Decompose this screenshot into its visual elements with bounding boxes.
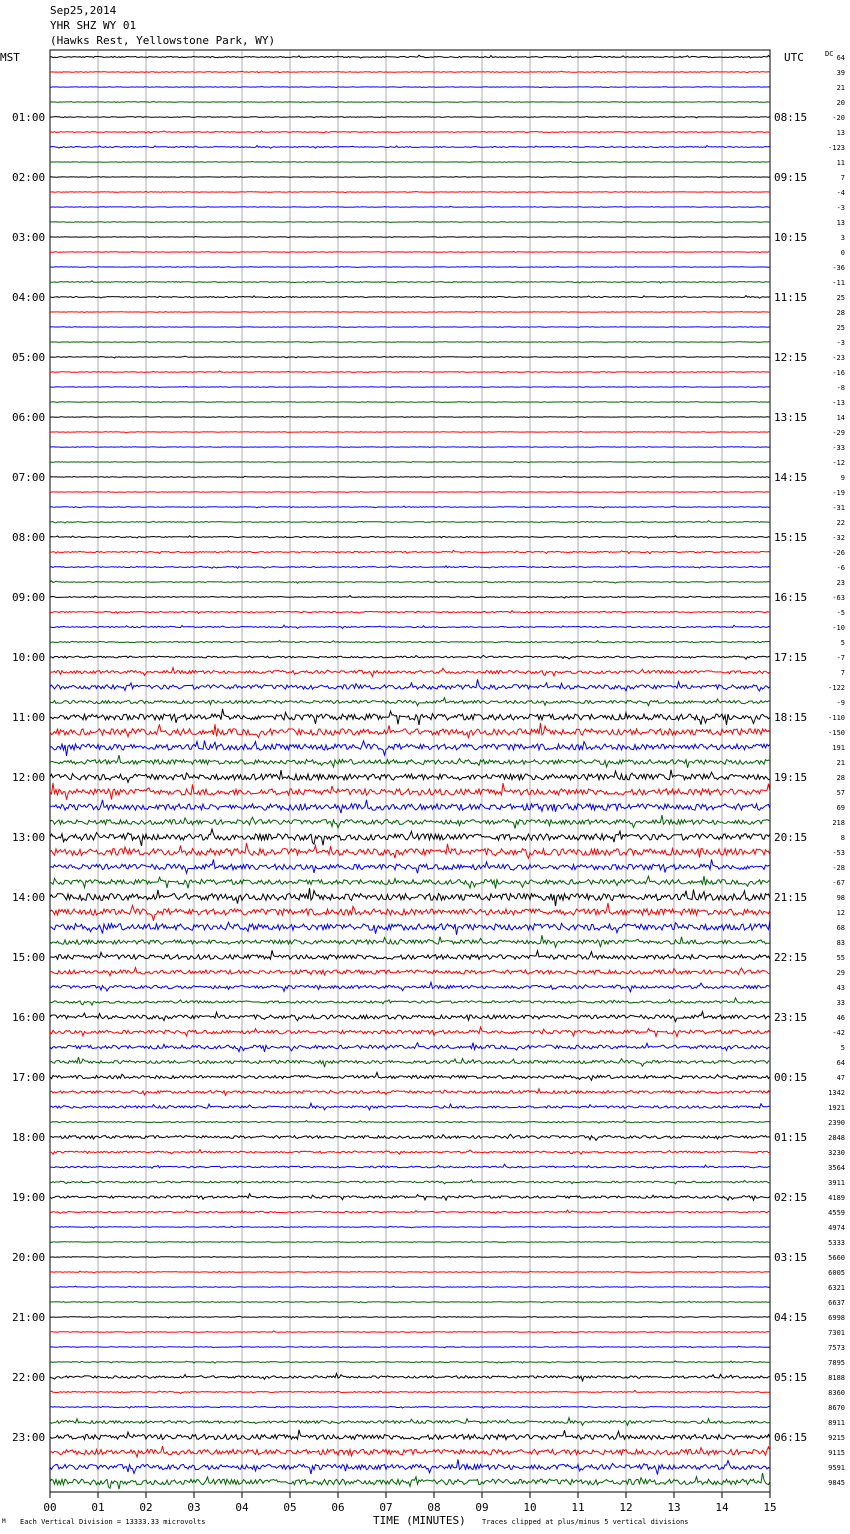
dc-offset-label: 3564 <box>828 1164 845 1172</box>
trace-line <box>50 1241 770 1243</box>
station-location: (Hawks Rest, Yellowstone Park, WY) <box>50 34 276 47</box>
dc-offset-label: 22 <box>836 519 845 527</box>
trace-line <box>50 296 770 299</box>
dc-offset-label: 55 <box>836 954 845 962</box>
dc-offset-label: 33 <box>836 999 845 1007</box>
x-tick-label: 15 <box>763 1501 777 1514</box>
right-time-label: 13:15 <box>774 411 808 424</box>
trace-line <box>50 783 770 800</box>
trace-line <box>50 566 770 569</box>
trace-line <box>50 1459 770 1474</box>
dc-offset-label: -20 <box>832 114 845 122</box>
dc-offset-label: 9 <box>840 474 845 482</box>
left-time-label: 14:00 <box>12 891 46 904</box>
x-tick-label: 11 <box>571 1501 585 1514</box>
trace-line <box>50 1331 770 1333</box>
trace-line <box>50 698 770 706</box>
dc-offset-label: 29 <box>836 969 845 977</box>
dc-offset-label: 6005 <box>828 1269 845 1277</box>
trace-line <box>50 815 770 829</box>
dc-offset-label: -53 <box>832 849 845 857</box>
trace-line <box>50 679 770 691</box>
trace-line <box>50 1057 770 1067</box>
left-time-label: 16:00 <box>12 1011 46 1024</box>
dc-offset-label: -29 <box>832 429 845 437</box>
trace-line <box>50 611 770 614</box>
right-time-label: 23:15 <box>774 1011 808 1024</box>
right-time-label: 20:15 <box>774 831 808 844</box>
dc-offset-label: -63 <box>832 594 845 602</box>
trace-line <box>50 741 770 757</box>
trace-line <box>50 1120 770 1123</box>
trace-line <box>50 267 770 268</box>
dc-offset-label: 3911 <box>828 1179 845 1187</box>
right-time-label: 22:15 <box>774 951 808 964</box>
left-time-label: 03:00 <box>12 231 46 244</box>
dc-offset-label: 4189 <box>828 1194 845 1202</box>
dc-offset-label: -32 <box>832 534 845 542</box>
right-time-label: 18:15 <box>774 711 808 724</box>
trace-line <box>50 206 770 207</box>
dc-offset-label: -123 <box>828 144 845 152</box>
trace-group <box>50 55 770 1489</box>
dc-offset-label: -67 <box>832 879 845 887</box>
x-tick-label: 01 <box>91 1501 105 1514</box>
trace-line <box>50 800 770 813</box>
dc-offset-label: 8360 <box>828 1389 845 1397</box>
trace-line <box>50 581 770 584</box>
dc-offset-label: 25 <box>836 324 845 332</box>
dc-offset-label: 7573 <box>828 1344 845 1352</box>
trace-line <box>50 521 770 523</box>
right-axis-title: UTC <box>784 51 804 64</box>
dc-offset-label: -3 <box>836 204 845 212</box>
trace-line <box>50 755 770 768</box>
trace-line <box>50 102 770 103</box>
trace-line <box>50 1286 770 1287</box>
trace-line <box>50 935 770 947</box>
trace-line <box>50 116 770 118</box>
dc-offset-label: 1921 <box>828 1104 845 1112</box>
dc-offset-label: 46 <box>836 1014 845 1022</box>
dc-offset-label: 83 <box>836 939 845 947</box>
dc-offset-label: -31 <box>832 504 845 512</box>
dc-offset-label: -6 <box>836 564 845 572</box>
dc-offset-label: 4974 <box>828 1224 845 1232</box>
dc-offset-label: 191 <box>832 744 845 752</box>
left-time-label: 15:00 <box>12 951 46 964</box>
dc-offset-label: -150 <box>828 729 845 737</box>
x-tick-label: 03 <box>187 1501 201 1514</box>
plot-frame <box>50 50 770 1492</box>
right-time-label: 00:15 <box>774 1071 808 1084</box>
trace-line <box>50 1301 770 1303</box>
trace-line <box>50 506 770 508</box>
x-tick-label: 05 <box>283 1501 297 1514</box>
dc-offset-label: 9115 <box>828 1449 845 1457</box>
dc-offset-label: 8670 <box>828 1404 845 1412</box>
left-time-label: 01:00 <box>12 111 46 124</box>
dc-offset-label: 64 <box>836 1059 845 1067</box>
trace-line <box>50 162 770 163</box>
x-tick-label: 04 <box>235 1501 249 1514</box>
right-time-label: 05:15 <box>774 1371 808 1384</box>
trace-line <box>50 1150 770 1155</box>
trace-line <box>50 311 770 312</box>
trace-line <box>50 1226 770 1228</box>
trace-line <box>50 1103 770 1110</box>
trace-line <box>50 709 770 725</box>
left-time-label: 02:00 <box>12 171 46 184</box>
trace-line <box>50 402 770 403</box>
trace-line <box>50 1012 770 1022</box>
trace-line <box>50 131 770 133</box>
dc-offset-label: 23 <box>836 579 845 587</box>
x-tick-label: 09 <box>475 1501 489 1514</box>
trace-line <box>50 191 770 192</box>
dc-offset-label: 69 <box>836 804 845 812</box>
dc-offset-label: 21 <box>836 84 845 92</box>
trace-line <box>50 770 770 783</box>
right-time-label: 10:15 <box>774 231 808 244</box>
dc-offset-label: -19 <box>832 489 845 497</box>
dc-offset-label: 5 <box>840 639 845 647</box>
dc-offset-label: 218 <box>832 819 845 827</box>
clip-note: Traces clipped at plus/minus 5 vertical divisions <box>482 1518 689 1526</box>
dc-offset-label: -11 <box>832 279 845 287</box>
left-time-label: 22:00 <box>12 1371 46 1384</box>
trace-line <box>50 1027 770 1037</box>
dc-offset-label: 7301 <box>828 1329 845 1337</box>
trace-line <box>50 222 770 223</box>
dc-offset-label: 9591 <box>828 1464 845 1472</box>
dc-offset-label: 7 <box>840 669 845 677</box>
dc-offset-label: -23 <box>832 354 845 362</box>
right-time-label: 21:15 <box>774 891 808 904</box>
x-axis-label: TIME (MINUTES) <box>373 1514 466 1527</box>
left-time-label: 11:00 <box>12 711 46 724</box>
trace-line <box>50 476 770 477</box>
dc-offset-label: 1342 <box>828 1089 845 1097</box>
trace-line <box>50 876 770 888</box>
left-time-label: 13:00 <box>12 831 46 844</box>
dc-offset-label: -12 <box>832 459 845 467</box>
trace-line <box>50 625 770 628</box>
trace-line <box>50 1446 770 1457</box>
dc-offset-label: -7 <box>836 654 845 662</box>
dc-offset-label: -10 <box>832 624 845 632</box>
dc-offset-label: 14 <box>836 414 845 422</box>
trace-line <box>50 461 770 462</box>
right-time-label: 08:15 <box>774 111 808 124</box>
left-time-label: 06:00 <box>12 411 46 424</box>
right-time-label: 03:15 <box>774 1251 808 1264</box>
x-tick-label: 10 <box>523 1501 537 1514</box>
right-time-label: 16:15 <box>774 591 808 604</box>
trace-line <box>50 327 770 328</box>
right-time-label: 02:15 <box>774 1191 808 1204</box>
dc-offset-label: 11 <box>836 159 845 167</box>
dc-offset-label: -33 <box>832 444 845 452</box>
dc-label: DC <box>825 50 834 58</box>
trace-line <box>50 177 770 178</box>
right-time-label: 17:15 <box>774 651 808 664</box>
trace-line <box>50 1361 770 1363</box>
x-tick-label: 06 <box>331 1501 345 1514</box>
dc-offset-label: 5333 <box>828 1239 845 1247</box>
trace-line <box>50 829 770 846</box>
dc-offset-label: 28 <box>836 774 845 782</box>
trace-line <box>50 237 770 238</box>
dc-offset-label: 8188 <box>828 1374 845 1382</box>
trace-line <box>50 1418 770 1426</box>
left-time-label: 12:00 <box>12 771 46 784</box>
trace-line <box>50 920 770 935</box>
dc-offset-label: 6637 <box>828 1299 845 1307</box>
station-code: YHR SHZ WY 01 <box>50 19 137 32</box>
dc-offset-label: 8911 <box>828 1419 845 1427</box>
dc-offset-label: -42 <box>832 1029 845 1037</box>
dc-offset-label: -8 <box>836 384 845 392</box>
trace-line <box>50 447 770 448</box>
trace-line <box>50 968 770 976</box>
dc-offset-label: 5660 <box>828 1254 845 1262</box>
trace-line <box>50 387 770 388</box>
trace-line <box>50 723 770 738</box>
dc-offset-label: 8 <box>840 834 845 842</box>
trace-line <box>50 843 770 858</box>
trace-line <box>50 1473 770 1489</box>
trace-line <box>50 492 770 493</box>
x-tick-label: 08 <box>427 1501 441 1514</box>
dc-offset-label: -36 <box>832 264 845 272</box>
left-time-label: 04:00 <box>12 291 46 304</box>
footer-mark: M <box>2 1518 6 1525</box>
right-time-label: 15:15 <box>774 531 808 544</box>
right-time-label: 04:15 <box>774 1311 808 1324</box>
left-time-label: 19:00 <box>12 1191 46 1204</box>
dc-offset-label: 3 <box>840 234 845 242</box>
left-time-label: 23:00 <box>12 1431 46 1444</box>
trace-line <box>50 251 770 252</box>
trace-line <box>50 655 770 659</box>
dc-offset-label: 5 <box>840 1044 845 1052</box>
left-time-label: 18:00 <box>12 1131 46 1144</box>
trace-line <box>50 596 770 598</box>
dc-offset-label: 2390 <box>828 1119 845 1127</box>
trace-line <box>50 87 770 88</box>
dc-offset-label: -122 <box>828 684 845 692</box>
dc-offset-labels <box>828 54 845 1487</box>
trace-line <box>50 550 770 553</box>
plot-date: Sep25,2014 <box>50 4 117 17</box>
trace-line <box>50 1430 770 1440</box>
trace-line <box>50 1391 770 1394</box>
dc-offset-label: -5 <box>836 609 845 617</box>
trace-line <box>50 71 770 73</box>
dc-offset-label: 13 <box>836 129 845 137</box>
dc-offset-label: 57 <box>836 789 845 797</box>
trace-line <box>50 982 770 991</box>
right-time-label: 06:15 <box>774 1431 808 1444</box>
dc-offset-label: 0 <box>840 249 845 257</box>
dc-offset-label: 39 <box>836 69 845 77</box>
x-tick-label: 07 <box>379 1501 393 1514</box>
trace-line <box>50 281 770 283</box>
trace-line <box>50 1180 770 1184</box>
right-time-label: 19:15 <box>774 771 808 784</box>
dc-offset-label: -3 <box>836 339 845 347</box>
dc-offset-label: 7 <box>840 174 845 182</box>
trace-line <box>50 431 770 432</box>
trace-line <box>50 341 770 342</box>
x-axis <box>43 1492 776 1514</box>
trace-line <box>50 1043 770 1052</box>
dc-offset-label: 3230 <box>828 1149 845 1157</box>
trace-line <box>50 1373 770 1381</box>
x-tick-label: 12 <box>619 1501 633 1514</box>
trace-line <box>50 859 770 873</box>
dc-offset-label: 7895 <box>828 1359 845 1367</box>
dc-offset-label: 64 <box>836 54 845 62</box>
dc-offset-label: 9215 <box>828 1434 845 1442</box>
trace-line <box>50 1210 770 1213</box>
dc-offset-label: 6321 <box>828 1284 845 1292</box>
trace-line <box>50 146 770 149</box>
dc-offset-label: -13 <box>832 399 845 407</box>
left-time-label: 10:00 <box>12 651 46 664</box>
x-tick-label: 14 <box>715 1501 729 1514</box>
minute-gridlines <box>98 50 722 1492</box>
right-time-label: 12:15 <box>774 351 808 364</box>
dc-offset-label: -4 <box>836 189 845 197</box>
trace-line <box>50 356 770 358</box>
dc-offset-label: -26 <box>832 549 845 557</box>
trace-line <box>50 888 770 906</box>
left-time-label: 21:00 <box>12 1311 46 1324</box>
trace-line <box>50 903 770 921</box>
left-time-label: 07:00 <box>12 471 46 484</box>
trace-line <box>50 1072 770 1080</box>
left-axis-title: MST <box>0 51 20 64</box>
trace-line <box>50 640 770 643</box>
left-time-label: 09:00 <box>12 591 46 604</box>
x-tick-label: 00 <box>43 1501 57 1514</box>
right-time-label: 09:15 <box>774 171 808 184</box>
dc-offset-label: -110 <box>828 714 845 722</box>
trace-line <box>50 668 770 677</box>
trace-line <box>50 1346 770 1348</box>
trace-line <box>50 1316 770 1318</box>
dc-offset-label: 21 <box>836 759 845 767</box>
trace-line <box>50 1256 770 1257</box>
trace-line <box>50 536 770 538</box>
trace-line <box>50 1194 770 1200</box>
dc-offset-label: -16 <box>832 369 845 377</box>
right-time-label: 14:15 <box>774 471 808 484</box>
left-time-label: 05:00 <box>12 351 46 364</box>
trace-line <box>50 55 770 58</box>
trace-line <box>50 998 770 1005</box>
dc-offset-label: 47 <box>836 1074 845 1082</box>
trace-line <box>50 950 770 959</box>
dc-offset-label: 28 <box>836 309 845 317</box>
trace-line <box>50 1164 770 1168</box>
dc-offset-label: -28 <box>832 864 845 872</box>
left-time-label: 08:00 <box>12 531 46 544</box>
scale-note: Each Vertical Division = 13333.33 microvolts <box>20 1518 206 1526</box>
dc-offset-label: 2848 <box>828 1134 845 1142</box>
trace-line <box>50 1134 770 1140</box>
dc-offset-label: 9845 <box>828 1479 845 1487</box>
trace-line <box>50 1271 770 1273</box>
right-time-label: 11:15 <box>774 291 808 304</box>
dc-offset-label: 98 <box>836 894 845 902</box>
dc-offset-label: 20 <box>836 99 845 107</box>
dc-offset-label: 4559 <box>828 1209 845 1217</box>
left-time-label: 20:00 <box>12 1251 46 1264</box>
trace-line <box>50 416 770 417</box>
left-time-label: 17:00 <box>12 1071 46 1084</box>
trace-line <box>50 1089 770 1096</box>
trace-line <box>50 371 770 373</box>
dc-offset-label: 43 <box>836 984 845 992</box>
right-time-label: 01:15 <box>774 1131 808 1144</box>
dc-offset-label: -9 <box>836 699 845 707</box>
trace-line <box>50 1406 770 1408</box>
dc-offset-label: 12 <box>836 909 845 917</box>
dc-offset-label: 6998 <box>828 1314 845 1322</box>
dc-offset-label: 13 <box>836 219 845 227</box>
dc-offset-label: 25 <box>836 294 845 302</box>
dc-offset-label: 68 <box>836 924 845 932</box>
x-tick-label: 13 <box>667 1501 681 1514</box>
x-tick-label: 02 <box>139 1501 153 1514</box>
